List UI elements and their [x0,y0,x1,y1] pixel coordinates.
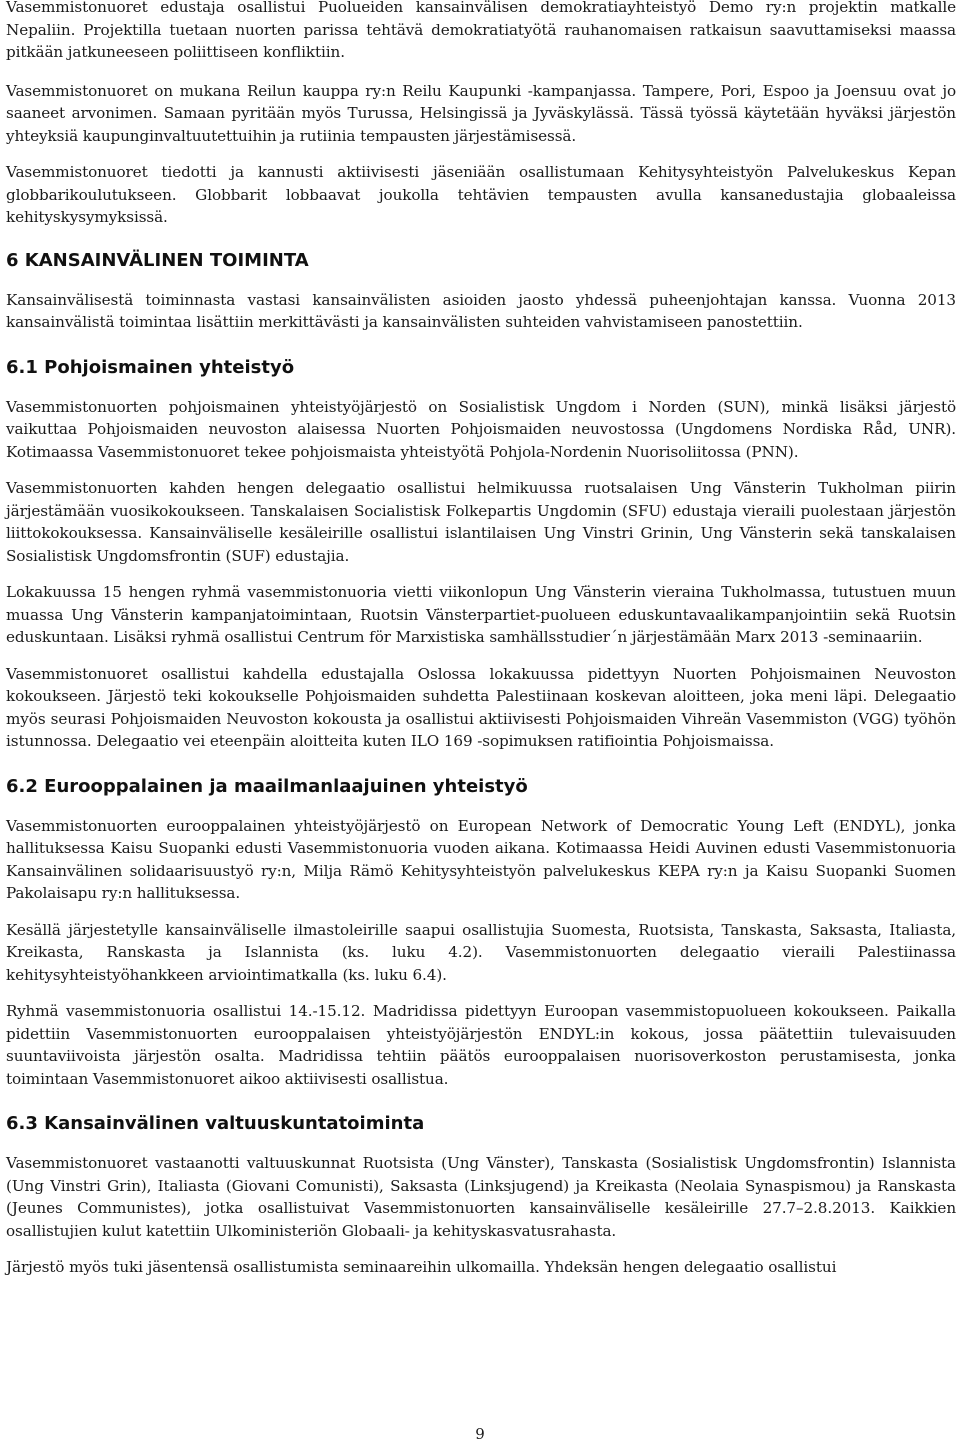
paragraph-international-intro: Kansainvälisestä toiminnasta vastasi kansainvälisten asioiden jaosto yhdessä puheenjohtajan kanssa. Vuonna 2013 kansainvälistä toimintaa lisättiin merkittävästi ja kansainvälisten suhteiden vahvistamiseen panostettiin. [6,290,956,331]
paragraph-nepal-project: Vasemmistonuoret edustaja osallistui Puolueiden kansainvälisen demokratiayhteistyö Demo ry:n projektin matkalle Nepaliin. Projektilla tuetaan nuorten parissa tehtävä demokratiatyötä rauhanomaisen ratkaisun saavuttamiseksi maassa pitkään jatkuneeseen poliittiseen konfliktiin. [6,0,956,61]
paragraph-delegations: Vasemmistonuoret vastaanotti valtuuskunnat Ruotsista (Ung Vänster), Tanskasta (Sosialistisk Ungdomsfrontin) Islannista (Ung Vinstri Grin), Italiasta (Giovani Comunisti), Saksasta (Linksjugend) ja Kreikasta (Neolaia Synaspismou) ja Ranskasta (Jeunes Communistes), jotka osallistuivat Vasemmistonuorten kansainväliselle kesäleirille 27.7–2.8.2013. Kaikkien osallistujien kulut katettiin Ulkoministeriön Globaali- ja kehityskasvatusrahasta. [6,1154,956,1240]
paragraph-globbari-training: Vasemmistonuoret tiedotti ja kannusti aktiivisesti jäseniään osallistumaan Kehitysyhteistyön Palvelukeskus Kepan globbarikoulutukseen. Globbarit lobbaavat joukolla tehtävien tempausten avulla kansanedustajia globaaleissa kehityskysymyksissä. [6,163,956,226]
paragraph-endyl: Vasemmistonuorten eurooppalainen yhteistyöjärjestö on European Network of Democratic Young Left (ENDYL), jonka hallituksessa Kaisu Suopanki edusti Vasemmistonuoria vuoden aikana. Kotimaassa Heidi Auvinen edusti Vasemmistonuoria Kansainvälinen solidaarisuustyö ry:n, Milja Rämö Kehitysyhteistyön palvelukeskus KEPA ry:n ja Kaisu Suopanki Suomen Pakolaisapu ry:n hallituksessa. [6,816,956,902]
paragraph-nordic-delegation: Vasemmistonuorten kahden hengen delegaatio osallistui helmikuussa ruotsalaisen Ung Vänsterin Tukholman piirin järjestämään vuosikokoukseen. Tanskalaisen Socialistisk Folkepartis Ungdomin (SFU) edustaja vieraili puolestaan järjestön liittokokouksessa. Kansainväliselle kesäleirille osallistui islantilaisen Ung Vinstri Grinin, Ung Vänsterin sekä tanskalaisen Sosialistisk Ungdomsfrontin (SUF) edustajia. [6,479,956,565]
paragraph-nordic-sun: Vasemmistonuorten pohjoismainen yhteistyöjärjestö on Sosialistisk Ungdom i Norden (SUN), minkä lisäksi järjestö vaikuttaa Pohjoismaiden neuvoston alaisessa Nuorten Pohjoismaiden neuvostossa (Ungdomens Nordiska Råd, UNR). Kotimaassa Vasemmistonuoret tekee pohjoismaista yhteistyötä Pohjola-Nordenin Nuorisoliitossa (PNN). [6,397,956,461]
heading-section-6-2: 6.2 Eurooppalainen ja maailmanlaajuinen yhteistyö [6,775,528,797]
heading-section-6-3: 6.3 Kansainvälinen valtuuskuntatoiminta [6,1113,425,1134]
paragraph-stockholm-trip: Lokakuussa 15 hengen ryhmä vasemmistonuoria vietti viikonlopun Ung Vänsterin vieraina Tukholmassa, tutustuen muun muassa Ung Vänsterin kampanjatoimintaan, Ruotsin Vänsterpartiet-puolueen eduskuntavaalikampanjointiin sekä Ruotsin eduskuntaan. Lisäksi ryhmä osallistui Centrum för Marxistiska samhällsstudier´n järjestämään Marx 2013 -seminaariin. [6,583,956,646]
paragraph-oslo-council: Vasemmistonuoret osallistui kahdella edustajalla Oslossa lokakuussa pidettyyn Nuorten Pohjoismainen Neuvoston kokoukseen. Järjestö teki kokoukselle Pohjoismaiden suhdetta Palestiinaan koskevan aloitteen, joka meni läpi. Delegaatio myös seurasi Pohjoismaiden Neuvoston kokousta ja osallistui aktiivisesti Pohjoismaiden Vihreän Vasemmiston (VGG) työhön istunnossa. Delegaatio vei eteenpäin aloitteita kuten ILO 169 -sopimuksen ratifiointia Pohjoismaissa. [6,664,956,750]
paragraph-reilu-kaupunki: Vasemmistonuoret on mukana Reilun kauppa ry:n Reilu Kaupunki -kampanjassa. Tampere, Pori, Espoo ja Joensuu ovat jo saaneet arvonimen. Samaan pyritään myös Turussa, Helsingissä ja Jyväskylässä. Tässä työssä käytetään hyväksi järjestön yhteyksiä kaupunginvaltuutettuihin ja rutiinia tempausten järjestämisessä. [6,81,956,145]
paragraph-climate-camp: Kesällä järjestetylle kansainväliselle ilmastoleirille saapui osallistujia Suomesta, Ruotsista, Tanskasta, Saksasta, Italiasta, Kreikasta, Ranskasta ja Islannista (ks. luku 4.2). Vasemmistonuorten delegaatio vieraili Palestiinassa kehitysyhteistyöhankkeen arviointimatkalla (ks. luku 6.4). [6,920,956,984]
paragraph-madrid: Ryhmä vasemmistonuoria osallistui 14.-15.12. Madridissa pidettyyn Euroopan vasemmistopuolueen kokoukseen. Paikalla pidettiin Vasemmistonuorten eurooppalaisen yhteistyöjärjestön ENDYL:in kokous, jossa päätettiin tulevaisuuden suuntaviivoista järjestön osalta. Madridissa tehtiin päätös eurooppalaisen nuorisoverkoston perustamisesta, jonka toimintaan Vasemmistonuoret aikoo aktiivisesti osallistua. [6,1002,956,1088]
heading-section-6-1: 6.1 Pohjoismainen yhteistyö [6,356,295,378]
heading-section-6: 6 KANSAINVÄLINEN TOIMINTA [6,249,309,271]
document-page [6,0,956,1279]
paragraph-seminars: Järjestö myös tuki jäsentensä osallistumista seminaareihin ulkomailla. Yhdeksän hengen delegaatio osallistui [6,1258,837,1276]
page-number: 9 [475,1425,485,1443]
